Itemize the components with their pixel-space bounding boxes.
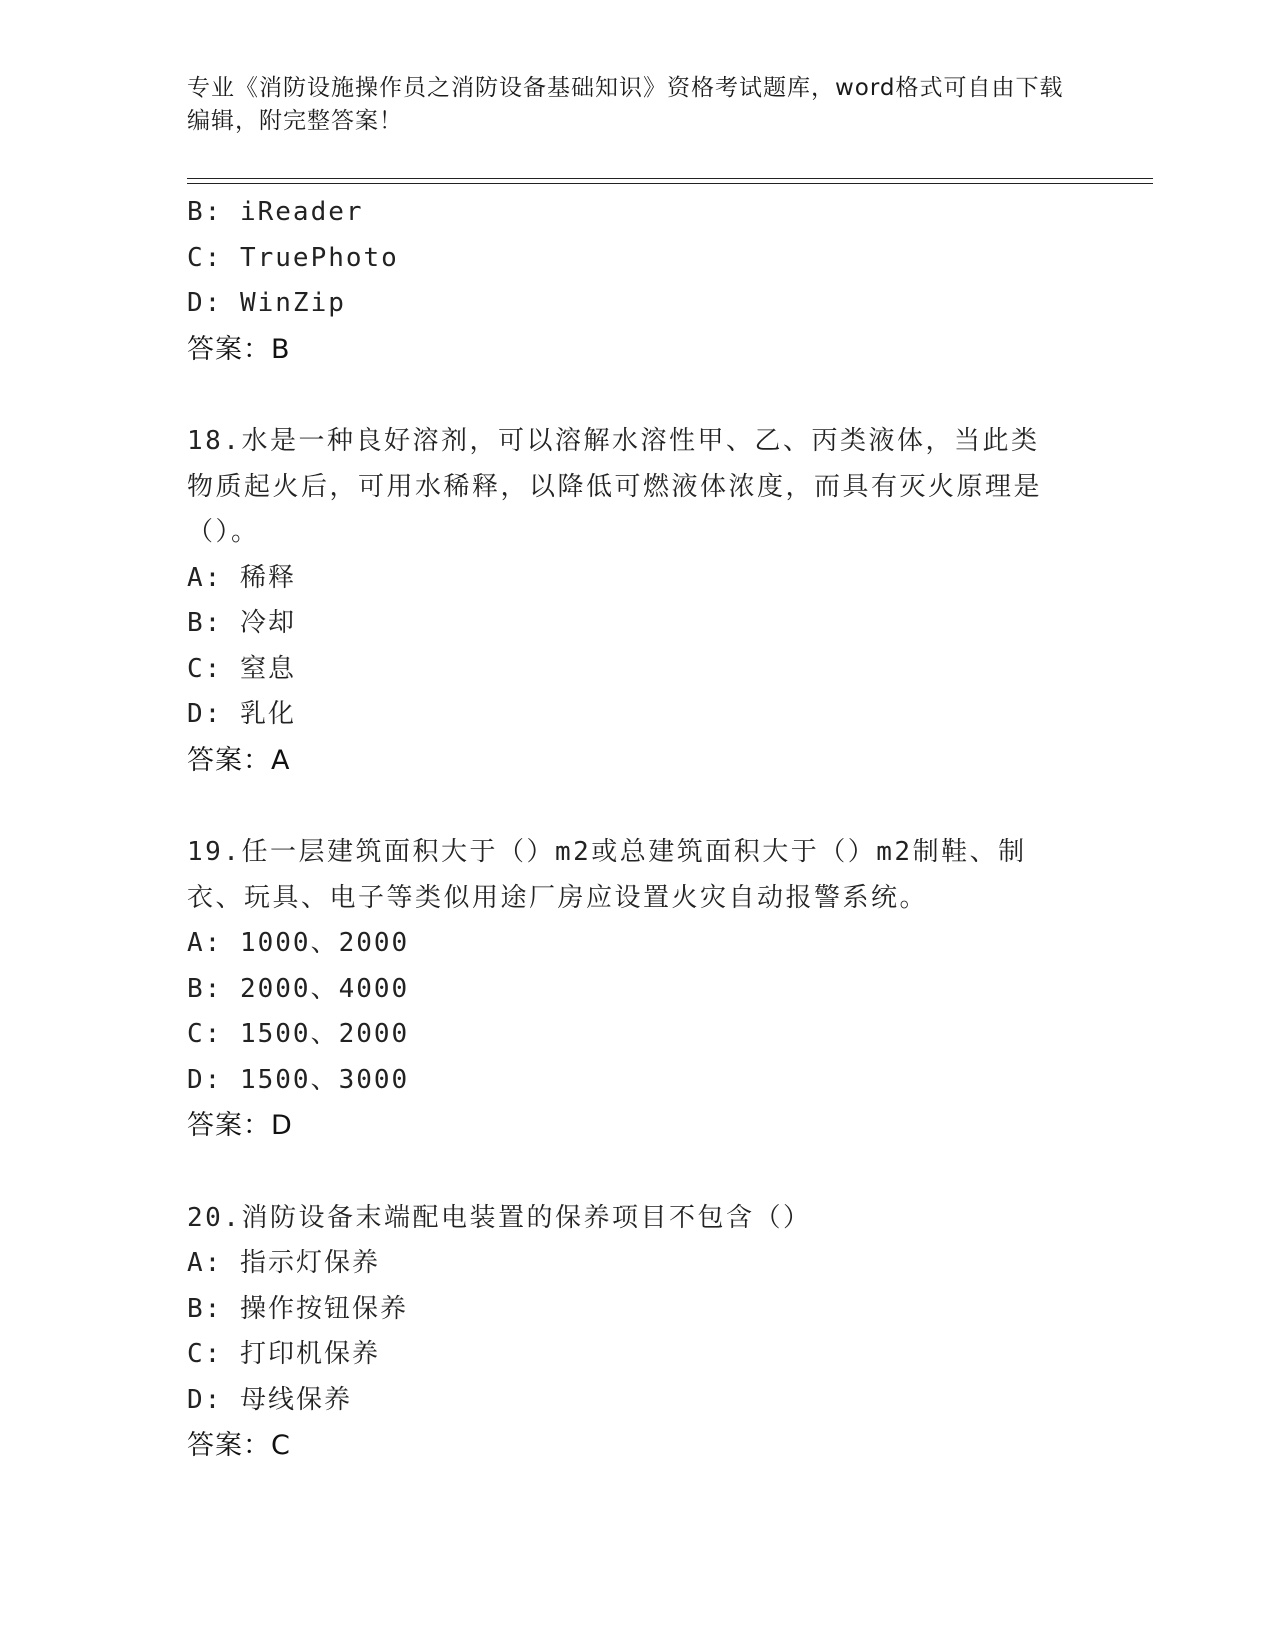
answer-line: 答案：A: [187, 744, 291, 776]
option-b: B: iReader: [187, 197, 364, 227]
question-block-19: [187, 830, 1087, 1149]
spacer: [187, 372, 1087, 419]
option-d: D: 母线保养: [187, 1384, 352, 1415]
question-text: 19.任一层建筑面积大于（）m2或总建筑面积大于（）m2制鞋、制衣、玩具、电子等类似用途厂房应设置火灾自动报警系统。: [187, 837, 1027, 913]
option-d: D: 1500、3000: [187, 1064, 410, 1095]
option-b: B: 操作按钮保养: [187, 1293, 408, 1324]
option-c: C: 窒息: [187, 653, 296, 684]
question-block-17-partial: [187, 190, 1087, 372]
question-block-20: [187, 1196, 1087, 1469]
option-d: D: 乳化: [187, 699, 296, 729]
header-divider-top: [187, 178, 1153, 179]
question-block-18: [187, 419, 1087, 783]
option-c: C: 打印机保养: [187, 1339, 380, 1369]
option-d: D: WinZip: [187, 288, 346, 318]
option-b: B: 2000、4000: [187, 973, 410, 1004]
option-a: A: 1000、2000: [187, 928, 410, 958]
question-text: 18.水是一种良好溶剂，可以溶解水溶性甲、乙、丙类液体，当此类物质起火后，可用水稀释，以降低可燃液体浓度，而具有灭火原理是（）。: [187, 426, 1043, 547]
option-c: C: 1500、2000: [187, 1019, 410, 1049]
document-header: 专业《消防设施操作员之消防设备基础知识》资格考试题库，word格式可自由下载编辑，附完整答案！: [187, 75, 1064, 134]
document-body: [187, 190, 1087, 1469]
question-text: 20.消防设备末端配电装置的保养项目不包含（）: [187, 1202, 812, 1233]
spacer: [187, 783, 1087, 830]
option-a: A: 指示灯保养: [187, 1248, 380, 1278]
answer-line: 答案：B: [187, 333, 291, 365]
answer-line: 答案：C: [187, 1430, 291, 1461]
header-divider-bottom: [187, 183, 1153, 184]
option-c: C: TruePhoto: [187, 242, 399, 273]
option-b: B: 冷却: [187, 608, 296, 638]
option-a: A: 稀释: [187, 562, 296, 593]
spacer: [187, 1149, 1087, 1196]
answer-line: 答案：D: [187, 1110, 293, 1141]
